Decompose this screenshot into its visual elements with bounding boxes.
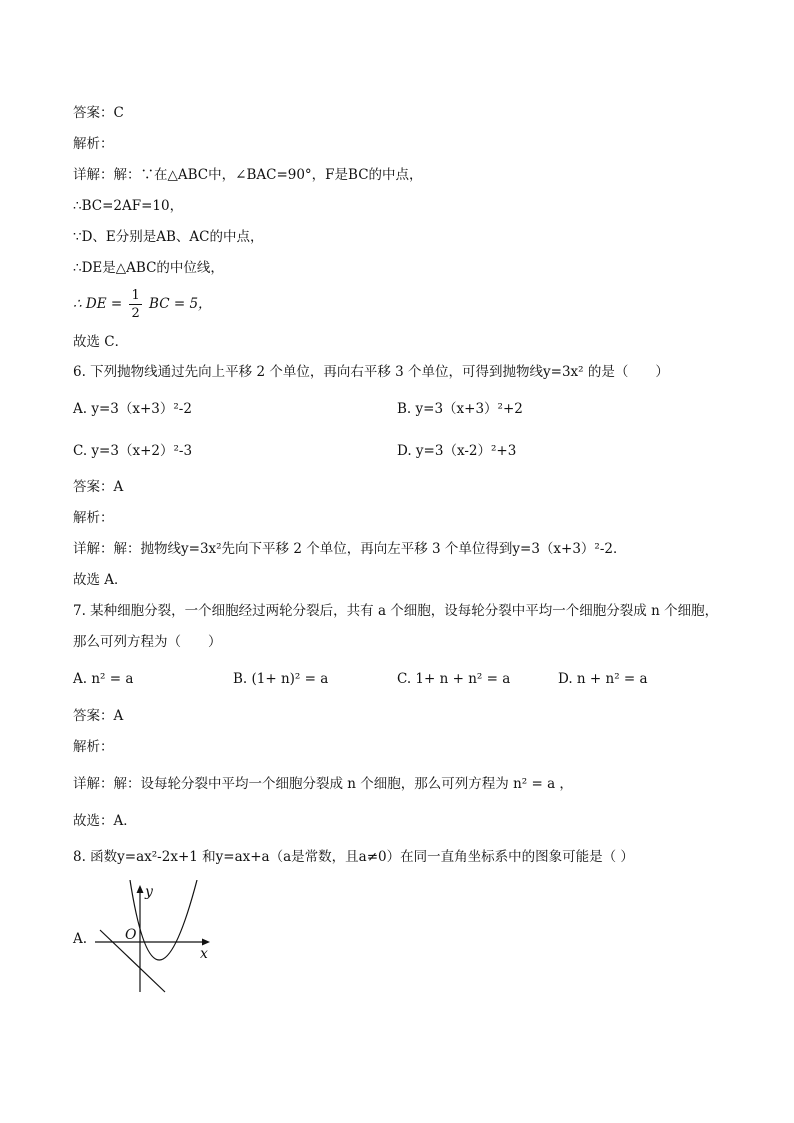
q7-stem-line-1: 7. 某种细胞分裂，一个细胞经过两轮分裂后，共有 a 个细胞，设每轮分裂中平均一个细胞分裂成 n 个细胞， <box>73 603 719 619</box>
q5-fraction <box>129 289 141 320</box>
x-axis-arrow-icon <box>202 939 210 946</box>
q6-answer: 答案：A <box>73 479 124 495</box>
q6-option-d: D. y=3（x-2）²+3 <box>397 443 517 459</box>
q5-detail-line-1: 详解：解：∵在△ABC中，∠BAC=90°，F是BC的中点， <box>73 167 423 183</box>
q6-option-b: B. y=3（x+3）²+2 <box>397 401 523 417</box>
q7-option-b: B. (1+ n)² = a <box>233 671 329 687</box>
q8-option-a-label: A. <box>73 931 88 947</box>
q6-stem: 6. 下列抛物线通过先向上平移 2 个单位，再向右平移 3 个单位，可得到抛物线y=3x² 的是（ ） <box>73 364 669 380</box>
q5-eq-suffix: BC = 5， <box>149 296 212 312</box>
q7-conclusion: 故选：A． <box>73 813 137 829</box>
q7-detail: 详解：解：设每轮分裂中平均一个细胞分裂成 n 个细胞，那么可列方程为 n² = a ， <box>73 776 573 792</box>
q5-detail-line-4: ∴DE是△ABC的中位线， <box>73 260 224 276</box>
y-axis-label: y <box>145 884 153 900</box>
q7-analysis-label: 解析： <box>73 739 114 755</box>
y-axis-arrow-icon <box>137 885 144 893</box>
q8-option-a-graph <box>90 880 220 995</box>
q6-conclusion: 故选 A． <box>73 572 128 588</box>
q6-analysis-label: 解析： <box>73 510 114 526</box>
q6-option-c: C. y=3（x+2）²-3 <box>73 443 193 459</box>
q5-conclusion: 故选 C． <box>73 334 129 350</box>
q5-fraction-denominator: 2 <box>131 306 140 321</box>
origin-label: O <box>125 927 137 943</box>
x-axis-label: x <box>200 946 208 962</box>
q7-answer: 答案：A <box>73 708 124 724</box>
q5-answer: 答案：C <box>73 105 124 121</box>
q7-option-d: D. n + n² = a <box>558 671 648 687</box>
q5-detail-line-3: ∵D、E分别是AB、AC的中点， <box>73 229 264 245</box>
q5-eq-prefix: ∴ DE = <box>73 296 123 312</box>
q5-analysis-label: 解析： <box>73 136 114 152</box>
q7-stem-line-2: 那么可列方程为（ ） <box>73 634 222 650</box>
q5-detail-line-2: ∴BC=2AF=10， <box>73 198 184 214</box>
q5-fraction-numerator: 1 <box>131 288 140 303</box>
q7-option-c: C. 1+ n + n² = a <box>397 671 511 687</box>
q8-stem: 8. 函数y=ax²-2x+1 和y=ax+a（a是常数，且a≠0）在同一直角坐标系中的图象可能是（ ） <box>73 849 634 865</box>
q5-detail-line-5 <box>73 284 212 324</box>
q6-option-a: A. y=3（x+3）²-2 <box>73 401 192 417</box>
q6-detail: 详解：解：抛物线y=3x²先向下平移 2 个单位，再向左平移 3 个单位得到y=3（x+3）²-2． <box>73 541 627 557</box>
q7-option-a: A. n² = a <box>73 671 134 687</box>
